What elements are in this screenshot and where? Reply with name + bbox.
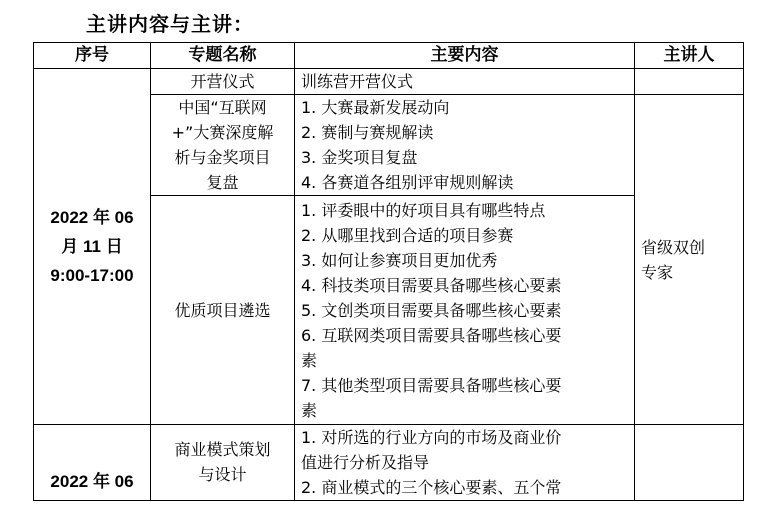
topic-line: 析与金奖项目	[174, 148, 271, 167]
content-line: 4. 科技类项目需要具备哪些核心要素	[301, 275, 562, 295]
content-line: 7. 其他类型项目需要具备哪些核心要	[301, 375, 562, 395]
content-line: 素	[301, 350, 318, 370]
content-line: 2. 从哪里找到合适的项目参赛	[301, 225, 514, 245]
header-serial: 序号	[34, 43, 151, 69]
day1-date-cell	[34, 69, 151, 425]
content-cell	[295, 69, 635, 95]
day2-date-cell	[34, 425, 151, 501]
topic-line: 中国“互联网	[178, 98, 267, 117]
content-line: 1. 对所选的行业方向的市场及商业价	[301, 428, 562, 447]
topic-line: 复盘	[206, 173, 239, 192]
content-line: 2. 商业模式的三个核心要素、五个常	[301, 478, 562, 497]
header-content: 主要内容	[295, 43, 635, 69]
content-line: 4. 各赛道各组别评审规则解读	[301, 173, 514, 192]
content-line: 1. 评委眼中的好项目具有哪些特点	[301, 200, 546, 220]
content-line: 3. 如何让参赛项目更加优秀	[301, 250, 498, 270]
table-row	[34, 69, 744, 95]
content-line: 1. 大赛最新发展动向	[301, 98, 450, 117]
table-header-row	[34, 43, 744, 69]
content-cell	[295, 425, 635, 501]
speaker-line: 省级双创	[641, 237, 706, 257]
content-line: 3. 金奖项目复盘	[301, 148, 418, 167]
topic-cell	[151, 196, 295, 425]
header-topic: 专题名称	[151, 43, 295, 69]
table-row	[34, 425, 744, 501]
day2-date-line: 2022 年 06	[50, 472, 134, 491]
topic-cell	[151, 95, 295, 196]
topic-line: 开营仪式	[190, 72, 255, 91]
speaker-line: 专家	[641, 262, 674, 282]
content-cell	[295, 196, 635, 425]
topic-line: +”大赛深度解	[171, 123, 274, 142]
content-line: 素	[301, 400, 318, 420]
content-line: 值进行分析及指导	[301, 453, 430, 472]
schedule-table	[33, 42, 744, 501]
content-cell	[295, 95, 635, 196]
topic-line: 商业模式策划	[174, 440, 271, 459]
content-line: 训练营开营仪式	[301, 72, 414, 91]
day1-date-line: 9:00-17:00	[50, 266, 134, 285]
content-line: 5. 文创类项目需要具备哪些核心要素	[301, 300, 562, 320]
topic-cell	[151, 69, 295, 95]
topic-cell	[151, 425, 295, 501]
speaker-cell	[635, 95, 744, 425]
topic-line: 与设计	[198, 465, 247, 484]
day1-date-line: 月 11 日	[61, 237, 123, 256]
speaker-cell-empty	[635, 425, 744, 501]
day1-date-line: 2022 年 06	[50, 208, 134, 227]
header-speaker: 主讲人	[635, 43, 744, 69]
topic-line: 优质项目遴选	[174, 300, 271, 320]
document-title: 主讲内容与主讲：	[86, 12, 254, 36]
content-line: 6. 互联网类项目需要具备哪些核心要	[301, 325, 562, 345]
speaker-cell-empty	[635, 69, 744, 95]
content-line: 2. 赛制与赛规解读	[301, 123, 434, 142]
